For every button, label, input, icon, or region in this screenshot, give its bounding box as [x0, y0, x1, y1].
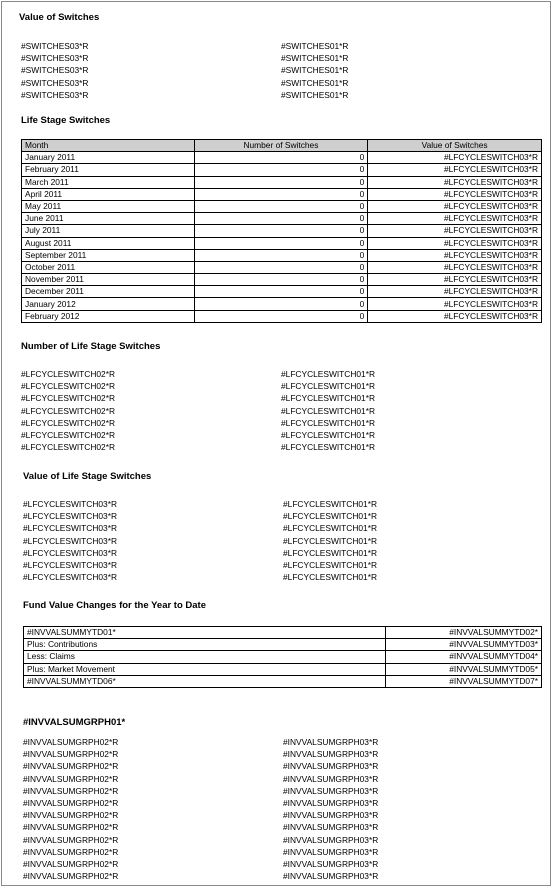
month-cell: September 2011: [22, 249, 195, 261]
fund-value-changes-table: [23, 626, 542, 688]
table-row: [22, 164, 542, 176]
description-cell: Plus: Market Movement: [24, 663, 386, 675]
value-of-life-stage-switches-right-column: [283, 498, 377, 583]
table-row: [22, 298, 542, 310]
life-stage-switches-table: [21, 139, 542, 323]
list-item: #LFCYCLESWITCH01*R: [283, 560, 378, 571]
table-row: [22, 152, 542, 164]
table-row: [24, 675, 542, 687]
number-of-life-stage-switches-left-column: [21, 368, 115, 453]
number-of-switches-cell: 0: [194, 310, 368, 322]
number-of-life-stage-switches-heading: Number of Life Stage Switches: [21, 341, 161, 352]
list-item: #LFCYCLESWITCH03*R: [23, 535, 118, 546]
list-item: #INVVALSUMGRPH02*R: [23, 737, 119, 747]
number-of-switches-cell: 0: [194, 188, 368, 200]
value-of-switches-heading: Value of Switches: [19, 12, 100, 23]
life-stage-switches-heading: Life Stage Switches: [21, 115, 111, 126]
list-item: #LFCYCLESWITCH01*R: [281, 430, 376, 441]
value-cell: #INVVALSUMMYTD04*: [386, 651, 542, 663]
list-item: #INVVALSUMGRPH02*R: [23, 761, 119, 772]
value-of-switches-cell: #LFCYCLESWITCH03*R: [368, 298, 542, 310]
list-item: #SWITCHES03*R: [21, 53, 89, 64]
month-cell: November 2011: [22, 274, 195, 286]
month-cell: February 2012: [22, 310, 195, 322]
list-item: #SWITCHES01*R: [281, 53, 349, 64]
list-item: #INVVALSUMGRPH02*R: [23, 749, 119, 760]
table-row: [24, 627, 542, 639]
table-row: [22, 237, 542, 249]
list-item: #LFCYCLESWITCH01*R: [283, 572, 378, 583]
description-cell: #INVVALSUMMYTD06*: [24, 675, 386, 687]
list-item: #LFCYCLESWITCH01*R: [281, 381, 376, 392]
list-item: #INVVALSUMGRPH03*R: [283, 859, 379, 870]
number-of-switches-cell: 0: [194, 249, 368, 261]
list-item: #SWITCHES01*R: [281, 65, 349, 76]
list-item: #LFCYCLESWITCH01*R: [283, 547, 378, 558]
list-item: #INVVALSUMGRPH02*R: [23, 846, 119, 857]
month-cell: August 2011: [22, 237, 195, 249]
list-item: #LFCYCLESWITCH02*R: [21, 381, 116, 392]
value-of-switches-cell: #LFCYCLESWITCH03*R: [368, 274, 542, 286]
value-of-switches-cell: #LFCYCLESWITCH03*R: [368, 200, 542, 212]
value-of-switches-cell: #LFCYCLESWITCH03*R: [368, 213, 542, 225]
list-item: #INVVALSUMGRPH03*R: [283, 761, 379, 772]
value-of-switches-cell: #LFCYCLESWITCH03*R: [368, 286, 542, 298]
month-cell: May 2011: [22, 200, 195, 212]
table-row: [22, 310, 542, 322]
life-stage-switches-table-body: [22, 152, 542, 323]
list-item: #INVVALSUMGRPH03*R: [283, 871, 379, 882]
value-of-life-stage-switches-left-column: [23, 498, 117, 583]
list-item: #LFCYCLESWITCH01*R: [283, 511, 378, 522]
list-item: #LFCYCLESWITCH01*R: [281, 417, 376, 428]
description-cell: #INVVALSUMMYTD01*: [24, 627, 386, 639]
description-cell: Plus: Contributions: [24, 639, 386, 651]
list-item: #SWITCHES03*R: [21, 41, 89, 51]
value-of-switches-left-column: [21, 40, 88, 101]
document-page: [1, 1, 551, 886]
table-row: [22, 249, 542, 261]
list-item: #INVVALSUMGRPH03*R: [283, 737, 379, 747]
number-of-life-stage-switches-right-column: [281, 368, 375, 453]
list-item: #SWITCHES01*R: [281, 77, 349, 88]
list-item: #LFCYCLESWITCH01*R: [281, 405, 376, 416]
list-item: #LFCYCLESWITCH03*R: [23, 560, 118, 571]
value-cell: #INVVALSUMMYTD03*: [386, 639, 542, 651]
month-cell: April 2011: [22, 188, 195, 200]
value-cell: #INVVALSUMMYTD07*: [386, 675, 542, 687]
list-item: #LFCYCLESWITCH02*R: [21, 369, 116, 379]
list-item: #INVVALSUMGRPH02*R: [23, 773, 119, 784]
list-item: #SWITCHES03*R: [21, 77, 89, 88]
list-item: #INVVALSUMGRPH02*R: [23, 822, 119, 833]
value-of-switches-right-column: [281, 40, 348, 101]
list-item: #INVVALSUMGRPH03*R: [283, 846, 379, 857]
number-of-switches-cell: 0: [194, 152, 368, 164]
number-of-switches-cell: 0: [194, 298, 368, 310]
value-of-switches-cell: #LFCYCLESWITCH03*R: [368, 249, 542, 261]
list-item: #LFCYCLESWITCH03*R: [23, 572, 118, 583]
list-item: #INVVALSUMGRPH03*R: [283, 834, 379, 845]
list-item: #SWITCHES01*R: [281, 41, 349, 51]
number-of-switches-cell: 0: [194, 286, 368, 298]
list-item: #LFCYCLESWITCH02*R: [21, 442, 116, 453]
list-item: #LFCYCLESWITCH01*R: [281, 369, 376, 379]
table-row: [24, 639, 542, 651]
list-item: #LFCYCLESWITCH03*R: [23, 511, 118, 522]
number-of-switches-cell: 0: [194, 213, 368, 225]
list-item: #INVVALSUMGRPH02*R: [23, 859, 119, 870]
list-item: #INVVALSUMGRPH03*R: [283, 785, 379, 796]
month-cell: January 2012: [22, 298, 195, 310]
month-cell: October 2011: [22, 261, 195, 273]
month-cell: March 2011: [22, 176, 195, 188]
value-of-switches-cell: #LFCYCLESWITCH03*R: [368, 188, 542, 200]
list-item: #LFCYCLESWITCH02*R: [21, 430, 116, 441]
number-of-switches-cell: 0: [194, 261, 368, 273]
list-item: #INVVALSUMGRPH02*R: [23, 785, 119, 796]
list-item: #INVVALSUMGRPH02*R: [23, 798, 119, 809]
value-of-switches-cell: #LFCYCLESWITCH03*R: [368, 176, 542, 188]
table-row: [22, 213, 542, 225]
list-item: #LFCYCLESWITCH03*R: [23, 523, 118, 534]
number-of-switches-cell: 0: [194, 164, 368, 176]
table-row: [24, 663, 542, 675]
value-of-life-stage-switches-heading: Value of Life Stage Switches: [23, 471, 152, 482]
invvalsumgrph-heading: #INVVALSUMGRPH01*: [23, 717, 126, 728]
value-of-switches-cell: #LFCYCLESWITCH03*R: [368, 164, 542, 176]
list-item: #LFCYCLESWITCH01*R: [281, 393, 376, 404]
list-item: #LFCYCLESWITCH02*R: [21, 417, 116, 428]
list-item: #INVVALSUMGRPH02*R: [23, 834, 119, 845]
table-row: [22, 274, 542, 286]
invvalsumgrph-left-column: [23, 736, 118, 882]
list-item: #SWITCHES01*R: [281, 89, 349, 100]
column-header-value-of-switches: Value of Switches: [368, 140, 542, 152]
month-cell: February 2011: [22, 164, 195, 176]
number-of-switches-cell: 0: [194, 225, 368, 237]
table-row: [22, 188, 542, 200]
value-cell: #INVVALSUMMYTD02*: [386, 627, 542, 639]
list-item: #SWITCHES03*R: [21, 89, 89, 100]
fund-value-changes-table-body: [24, 627, 542, 688]
list-item: #INVVALSUMGRPH03*R: [283, 749, 379, 760]
list-item: #SWITCHES03*R: [21, 65, 89, 76]
table-row: [22, 200, 542, 212]
invvalsumgrph-right-column: [283, 736, 378, 882]
list-item: #LFCYCLESWITCH01*R: [281, 442, 376, 453]
value-of-switches-cell: #LFCYCLESWITCH03*R: [368, 152, 542, 164]
list-item: #LFCYCLESWITCH01*R: [283, 523, 378, 534]
month-cell: December 2011: [22, 286, 195, 298]
column-header-month: Month: [22, 140, 195, 152]
list-item: #INVVALSUMGRPH03*R: [283, 810, 379, 821]
list-item: #INVVALSUMGRPH02*R: [23, 871, 119, 882]
table-row: [22, 176, 542, 188]
list-item: #INVVALSUMGRPH03*R: [283, 773, 379, 784]
table-row: [24, 651, 542, 663]
value-of-switches-cell: #LFCYCLESWITCH03*R: [368, 310, 542, 322]
column-header-number-of-switches: Number of Switches: [194, 140, 368, 152]
list-item: #LFCYCLESWITCH02*R: [21, 393, 116, 404]
number-of-switches-cell: 0: [194, 200, 368, 212]
fund-value-changes-heading: Fund Value Changes for the Year to Date: [23, 600, 207, 611]
list-item: #INVVALSUMGRPH02*R: [23, 810, 119, 821]
number-of-switches-cell: 0: [194, 237, 368, 249]
list-item: #LFCYCLESWITCH03*R: [23, 499, 118, 509]
list-item: #LFCYCLESWITCH01*R: [283, 535, 378, 546]
description-cell: Less: Claims: [24, 651, 386, 663]
list-item: #INVVALSUMGRPH03*R: [283, 822, 379, 833]
table-header-row: [22, 140, 542, 152]
table-row: [22, 261, 542, 273]
month-cell: July 2011: [22, 225, 195, 237]
value-of-switches-cell: #LFCYCLESWITCH03*R: [368, 225, 542, 237]
month-cell: June 2011: [22, 213, 195, 225]
list-item: #INVVALSUMGRPH03*R: [283, 798, 379, 809]
value-of-switches-cell: #LFCYCLESWITCH03*R: [368, 261, 542, 273]
table-row: [22, 286, 542, 298]
month-cell: January 2011: [22, 152, 195, 164]
number-of-switches-cell: 0: [194, 176, 368, 188]
list-item: #LFCYCLESWITCH03*R: [23, 547, 118, 558]
value-cell: #INVVALSUMMYTD05*: [386, 663, 542, 675]
value-of-switches-cell: #LFCYCLESWITCH03*R: [368, 237, 542, 249]
list-item: #LFCYCLESWITCH02*R: [21, 405, 116, 416]
table-row: [22, 225, 542, 237]
list-item: #LFCYCLESWITCH01*R: [283, 499, 378, 509]
number-of-switches-cell: 0: [194, 274, 368, 286]
